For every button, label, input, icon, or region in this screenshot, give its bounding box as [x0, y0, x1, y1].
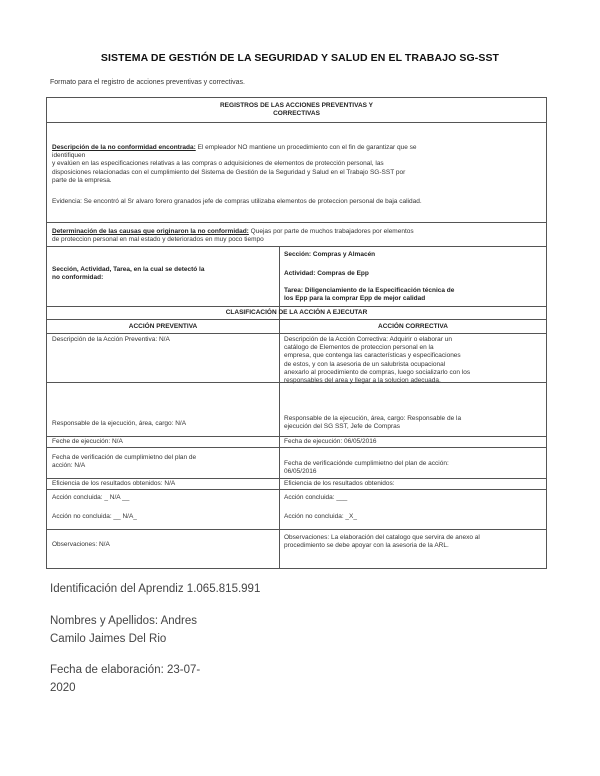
divider	[47, 246, 546, 247]
corrective-description-line-6: responsables del area y llegar a la solucion adecuada.	[284, 377, 441, 385]
corrective-responsible-line-2: ejecución del SG SST, Jefe de Compras	[284, 423, 400, 431]
evidence-text: Evidencia: Se encontró al Sr alvaro forero granados jefe de compras utilizaba elementos de proteccion personal de baja calidad.	[52, 198, 422, 205]
causes-text-2: de proteccion personal en mal estado y deteriorados en muy poco tiempo	[52, 236, 264, 244]
nc-description-text-5: parte de la empresa.	[52, 176, 112, 184]
column-divider	[279, 246, 280, 529]
divider	[47, 478, 546, 479]
preventive-verification-line-1: Fecha de verificación de cumplimietno del plan de	[52, 454, 197, 461]
divider	[47, 529, 546, 530]
nc-description-text-2: identifiquen	[52, 152, 86, 160]
document-title: SISTEMA DE GESTIÓN DE LA SEGURIDAD Y SALUD EN EL TRABAJO SG-SST	[100, 52, 500, 64]
corrective-verification-line-2: 06/05/2016	[284, 468, 317, 476]
nc-description	[52, 144, 542, 185]
causes-label: Determinación de las causas que originaron la no conformidad:	[52, 228, 249, 235]
corrective-efficiency: Eficiencia de los resultados obtenidos:	[284, 480, 395, 487]
learner-name	[50, 612, 197, 648]
learner-name-line-1: Nombres y Apellidos: Andres	[50, 615, 198, 627]
preventive-efficiency: Eficiencia de los resultados obtenidos: N/A	[52, 480, 176, 487]
divider	[47, 436, 546, 437]
corrective-description-line-2: catálogo de Elementos de proteccion personal en la	[284, 344, 434, 352]
corrective-description-line-3: empresa, que contenga las características y especificaciones	[284, 352, 461, 360]
corrective-header: ACCIÓN CORRECTIVA	[378, 323, 448, 330]
elaboration-date-line-1: Fecha de elaboración: 23-07-	[50, 664, 201, 676]
learner-name-line-2: Camilo Jaimes Del Rio	[50, 633, 167, 645]
corrective-completed: Acción concluida: ___	[284, 494, 348, 501]
preventive-observations: Observaciones: N/A	[52, 541, 110, 548]
corrective-description-line-1: Descripción de la Acción Correctiva: Adquirir o elaborar un	[284, 336, 453, 343]
corrective-description-line-5: anexarlo al procedimiento de compras, luego socializarlo con los	[284, 368, 471, 376]
task-value-line-1: Tarea: Diligenciamiento de la Especificación técnica de	[284, 287, 455, 294]
task-value	[284, 287, 542, 303]
section-label-line-1: Sección, Actividad, Tarea, en la cual se detectó la	[52, 266, 205, 273]
preventive-not-completed: Acción no concluida: __ N/A_	[52, 513, 137, 520]
divider	[47, 122, 546, 123]
divider	[47, 222, 546, 223]
corrective-observations-line-2: procedimiento se debe apoyar con la asesoria de la ARL.	[284, 542, 449, 550]
form-header	[47, 102, 546, 118]
divider	[47, 306, 546, 307]
causes-text-1: Quejas por parte de muchos trabajadores por elementos	[250, 228, 414, 235]
preventive-description: Descripción de la Acción Preventiva: N/A	[52, 336, 170, 343]
nc-description-text-4: disposiciones relacionadas con el cumplimiento del Sistema de Gestión de la Seguridad y Salud en el Trabajo SG-SST por	[52, 168, 406, 176]
corrective-description-line-4: de estos, y con la asesoria de un salubrista ocupacional	[284, 360, 446, 368]
corrective-not-completed: Acción no concluida: _X_	[284, 513, 357, 520]
divider	[47, 333, 546, 334]
corrective-verification-line-1: Fecha de verificaciónde cumplimietno del plan de acción:	[284, 460, 449, 467]
learner-id: Identificación del Aprendiz 1.065.815.991	[50, 583, 261, 595]
corrective-observations-line-1: Observaciones: La elaboración del catalogo que servira de anexo al	[284, 534, 480, 541]
preventive-completed: Acción concluida: _ N/A __	[52, 494, 130, 501]
form-header-line-1: REGISTROS DE LAS ACCIONES PREVENTIVAS Y	[219, 102, 374, 109]
elaboration-date	[50, 661, 200, 697]
task-value-line-2: los Epp para la comprar Epp de mejor calidad	[284, 295, 426, 303]
causes	[52, 228, 542, 244]
corrective-description	[284, 336, 542, 385]
preventive-responsible: Responsable de la ejecución, área, cargo: N/A	[52, 420, 187, 427]
nc-description-label: Descripción de la no conformidad encontrada:	[52, 144, 196, 151]
corrective-execution-date: Fecha de ejecución: 06/05/2016	[284, 438, 377, 445]
form-header-line-2: CORRECTIVAS	[273, 110, 320, 117]
corrective-responsible	[284, 415, 542, 431]
divider	[47, 447, 546, 448]
preventive-header: ACCIÓN PREVENTIVA	[128, 323, 198, 330]
action-register-form	[46, 97, 547, 569]
preventive-execution-date: Feche de ejecución: N/A	[52, 438, 123, 445]
divider	[47, 382, 546, 383]
preventive-verification-line-2: acción: N/A	[52, 462, 86, 470]
section-value: Sección: Compras y Almacén	[284, 251, 376, 258]
corrective-observations	[284, 534, 542, 550]
document-subtitle: Formato para el registro de acciones preventivas y correctivas.	[50, 79, 245, 86]
divider	[47, 319, 546, 320]
section-label	[52, 266, 274, 282]
column-divider	[279, 529, 280, 569]
preventive-verification-date	[52, 454, 274, 470]
elaboration-date-line-2: 2020	[50, 682, 76, 694]
classification-header: CLASIFICACIÓN DE LA ACCIÓN A EJECUTAR	[225, 309, 368, 316]
corrective-verification-date	[284, 460, 542, 476]
nc-description-text-3: y evalúen en las especificaciones relativas a las compras o adquisiciones de elementos de protección personal, las	[52, 160, 384, 168]
nc-description-text-1: El empleador NO mantiene un procedimiento con el fin de garantizar que se	[197, 144, 417, 151]
section-label-line-2: no conformidad:	[52, 274, 104, 282]
corrective-responsible-line-1: Responsable de la ejecución, área, cargo: Responsable de la	[284, 415, 462, 422]
divider	[47, 489, 546, 490]
activity-value: Actividad: Compras de Epp	[284, 270, 369, 277]
